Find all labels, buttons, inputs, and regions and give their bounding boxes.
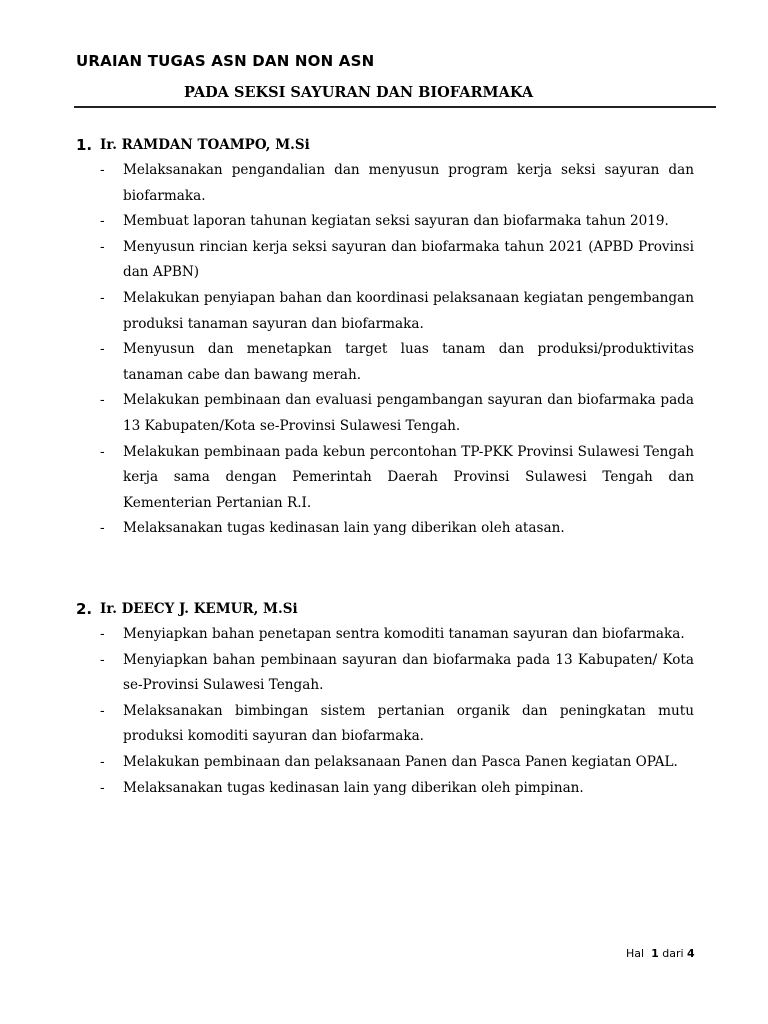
duty-text: Melakukan pembinaan pada kebun percontohan TP-PKK Provinsi Sulawesi Tengah kerja sama dengan Pemerintah Daerah Provinsi Sulawesi Tengah dan Kementerian Pertanian R.I. [123,443,694,511]
duty-text: Membuat laporan tahunan kegiatan seksi sayuran dan biofarmaka tahun 2019. [123,213,669,230]
duty-text: Menyusun dan menetapkan target luas tanam dan produksi/produktivitas tanaman cabe dan bawang merah. [123,341,694,383]
dash-bullet: - [100,289,105,306]
dash-bullet: - [100,392,105,409]
staff-heading [76,596,694,622]
duty-item [76,699,694,750]
current-page: 1 [651,947,659,960]
duty-text: Melaksanakan pengandalian dan menyusun program kerja seksi sayuran dan biofarmaka. [123,162,694,204]
dash-bullet: - [100,162,105,178]
duty-item [76,622,694,648]
duty-item [76,750,694,776]
dash-bullet: - [100,702,105,719]
duty-text: Melakukan pembinaan dan pelaksanaan Panen dan Pasca Panen kegiatan OPAL. [123,753,678,770]
duty-item [76,209,694,235]
staff-section-2 [76,596,694,801]
dash-bullet: - [100,238,105,255]
duty-text: Melaksanakan tugas kedinasan lain yang diberikan oleh atasan. [123,520,565,537]
dash-bullet: - [100,779,105,796]
duty-item [76,235,694,286]
staff-number: 2. [76,600,93,618]
page-number [626,947,695,960]
dash-bullet: - [100,341,105,358]
duty-item [76,286,694,337]
duty-text: Menyiapkan bahan penetapan sentra komoditi tanaman sayuran dan biofarmaka. [123,626,685,642]
staff-name: Ir. RAMDAN TOAMPO, M.Si [100,137,310,153]
total-pages: 4 [687,947,695,960]
dash-bullet: - [100,443,105,460]
dash-bullet: - [100,626,105,642]
duty-item [76,648,694,699]
duty-item [76,337,694,388]
document-subtitle: PADA SEKSI SAYURAN DAN BIOFARMAKA [184,84,534,101]
duty-text: Menyiapkan bahan pembinaan sayuran dan biofarmaka pada 13 Kabupaten/ Kota se-Provinsi Sulawesi Tengah. [123,651,694,694]
duty-list [76,158,694,542]
duty-text: Melakukan penyiapan bahan dan koordinasi pelaksanaan kegiatan pengembangan produksi tanaman sayuran dan biofarmaka. [123,289,694,332]
page-of-label: dari [662,947,684,960]
duty-item [76,158,694,209]
document-title: URAIAN TUGAS ASN DAN NON ASN [76,52,375,70]
staff-section-1 [76,132,694,542]
duty-item [76,776,694,802]
duty-item [76,440,694,517]
staff-heading [76,132,694,158]
staff-name: Ir. DEECY J. KEMUR, M.Si [100,601,298,617]
dash-bullet: - [100,753,105,770]
duty-item [76,388,694,439]
duty-item [76,516,694,542]
dash-bullet: - [100,651,105,668]
duty-text: Melakukan pembinaan dan evaluasi pengambangan sayuran dan biofarmaka pada 13 Kabupaten/Kota se-Provinsi Sulawesi Tengah. [123,392,694,434]
dash-bullet: - [100,520,105,537]
staff-number: 1. [76,136,93,154]
title-divider [74,106,716,108]
duty-text: Menyusun rincian kerja seksi sayuran dan biofarmaka tahun 2021 (APBD Provinsi dan APBN) [123,238,694,281]
duty-text: Melaksanakan tugas kedinasan lain yang diberikan oleh pimpinan. [123,779,584,796]
page-label: Hal [626,947,645,960]
duty-text: Melaksanakan bimbingan sistem pertanian organik dan peningkatan mutu produksi komoditi sayuran dan biofarmaka. [123,702,694,745]
dash-bullet: - [100,213,105,230]
duty-list [76,622,694,801]
